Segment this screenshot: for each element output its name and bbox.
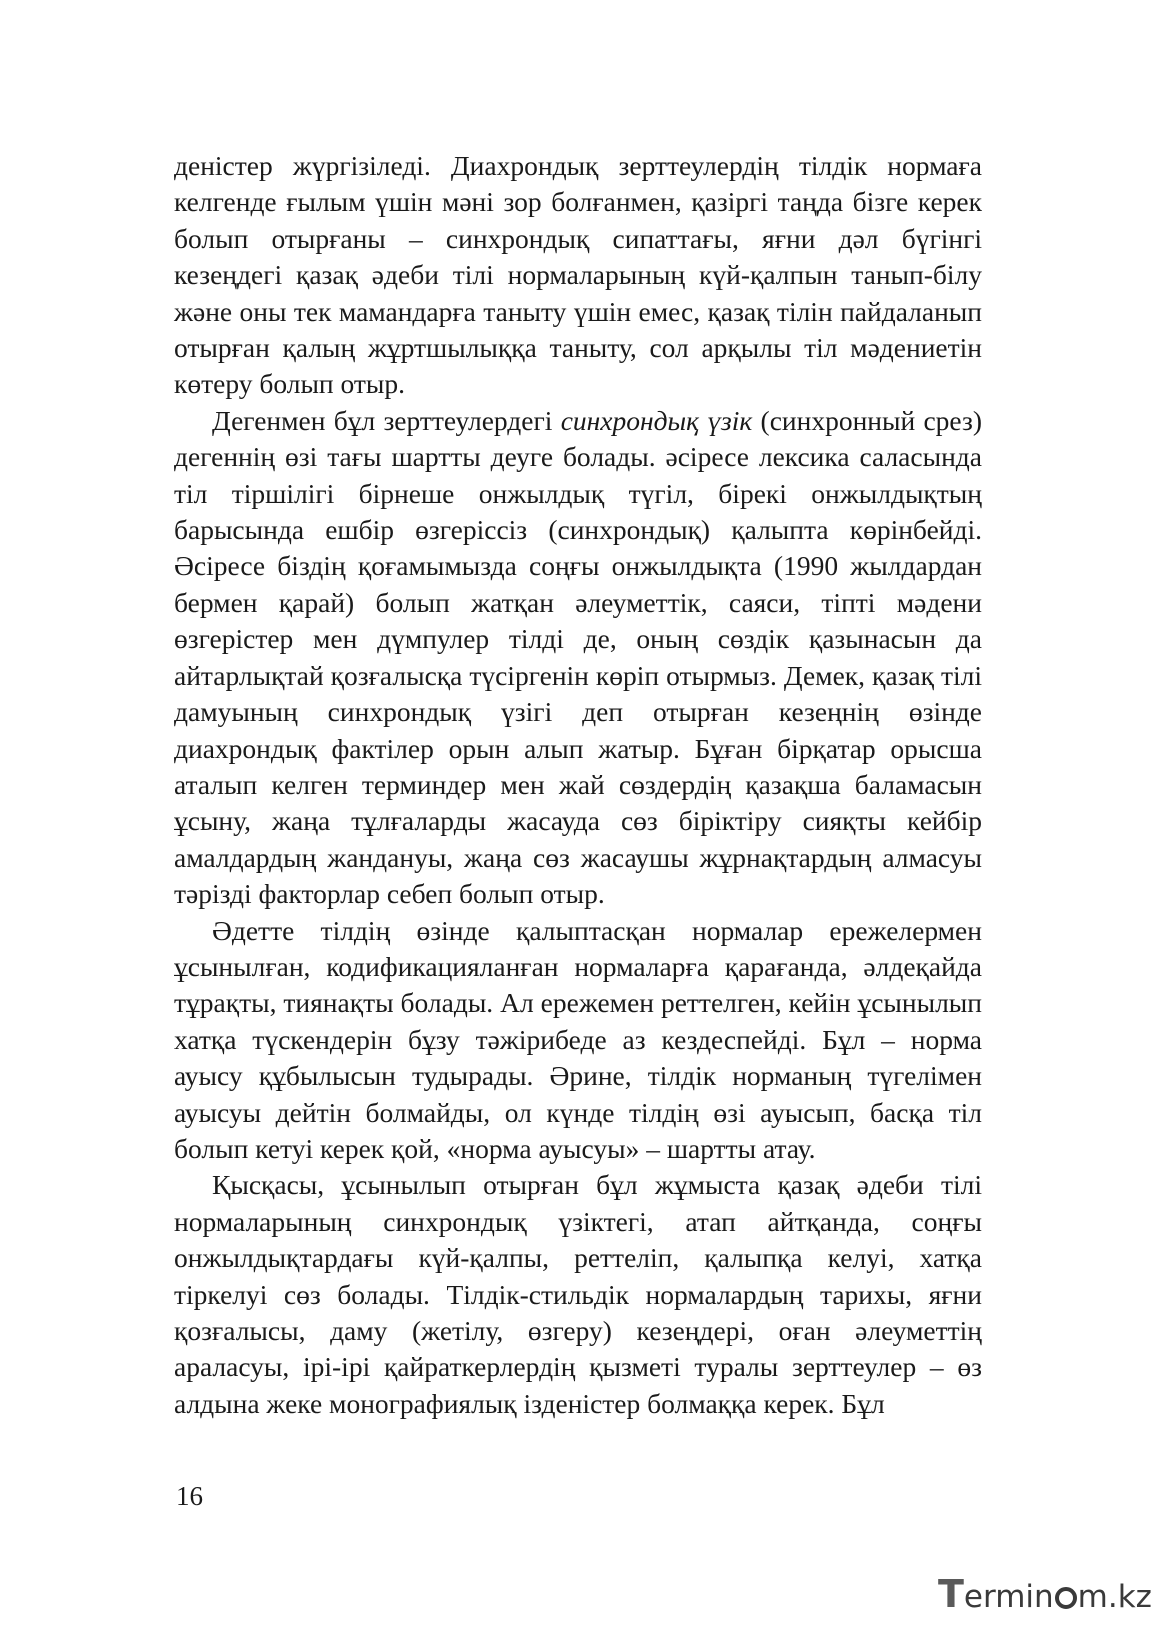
paragraph-2-italic-term: синхрондық үзік [560, 404, 753, 436]
page-body [174, 148, 982, 1422]
paragraph-4-text: Қысқасы, ұсынылып отырған бұл жұмыста қазақ әдеби тілі нормаларының синхрондық үзіктегі, атап айтқанда, соңғы онжылдықтардағы күй-қалпы, реттеліп, қалыпқа келуі, хатқа тіркелуі сөз болады. Тілдік-стильдік нормалардың тарихы, яғни қозғалысы, даму (жетілу, өзгеру) кезеңдері, оған әлеуметтің араласуы, ірі-ірі қайраткерлердің қызметі туралы зерттеулер – өз алдына жеке монографиялық ізденістер болмаққа керек. Бұл [174, 1169, 982, 1419]
paragraph-2-text-b: (синхронный срез) дегеннің өзі тағы шартты деуге болады. әсіресе лексика саласында тіл тіршілігі бірнеше онжылдық түгіл, бірекі онжылдықтың барысында ешбір өзгеріссіз (синхрондық) қалыпта көрінбейді. Әсіресе біздің қоғамымызда соңғы онжылдықта (1990 жылдардан бермен қарай) болып жатқан әлеуметтік, саяси, тіпті мәдени өзгерістер мен дүмпулер тілді де, оның сөздік қазынасын да айтарлықтай қозғалысқа түсіргенін көріп отырмыз. Демек, қазақ тілі дамуының синхрондық үзігі деп отырған кезеңнің өзінде диахрондық фактілер орын алып жатыр. Бұған бірқатар орысша аталып келген терминдер мен жай сөздердің қазақша баламасын ұсыну, жаңа тұлғаларды жасауда сөз біріктіру сияқты кейбір амалдардың жандануы, жаңа сөз жасаушы жұрнақтардың алмасуы тәрізді факторлар себеп болып отыр. [174, 404, 982, 910]
paragraph-3 [174, 913, 982, 1168]
watermark-logo [938, 1574, 1152, 1614]
watermark-text-a: ermin [963, 1579, 1054, 1615]
paragraph-1-text: деністер жүргізіледі. Диахрондық зерттеулердің тілдік нормаға келгенде ғылым үшін мәні зор болғанмен, қазіргі таңда бізге керек болып отырғаны – синхрондық сипаттағы, яғни дәл бүгінгі кезеңдегі қазақ әдеби тілі нормаларының күй-қалпын танып-білу және оны тек мамандарға таныту үшін емес, қазақ тілін пайдаланып отырған қалың жұртшылыққа таныту, сол арқылы тіл мәдениетін көтеру болып отыр. [174, 150, 982, 400]
paragraph-4 [174, 1167, 982, 1422]
paragraph-2 [174, 403, 982, 913]
paragraph-2-text-a: Дегенмен бұл зерттеулердегі [212, 404, 561, 436]
paragraph-1 [174, 148, 982, 403]
page-number: 16 [176, 1481, 203, 1511]
watermark-text-b: m.kz [1077, 1579, 1152, 1615]
paragraph-3-text: Әдетте тілдің өзінде қалыптасқан нормалар ережелермен ұсынылған, кодификацияланған нормаларға қарағанда, әлдеқайда тұрақты, тиянақты болады. Ал ережемен реттелген, кейін ұсынылып хатқа түскендерін бұзу тәжірибеде аз кездеспейді. Бұл – норма ауысу құбылысын тудырады. Әрине, тілдік норманың түгелімен ауысуы дейтін болмайды, ол күнде тілдің өзі ауысып, басқа тіл болып кетуі керек қой, «норма ауысуы» – шартты атау. [174, 914, 982, 1164]
watermark-t: T [938, 1572, 964, 1616]
watermark-circle-icon [1055, 1587, 1077, 1609]
